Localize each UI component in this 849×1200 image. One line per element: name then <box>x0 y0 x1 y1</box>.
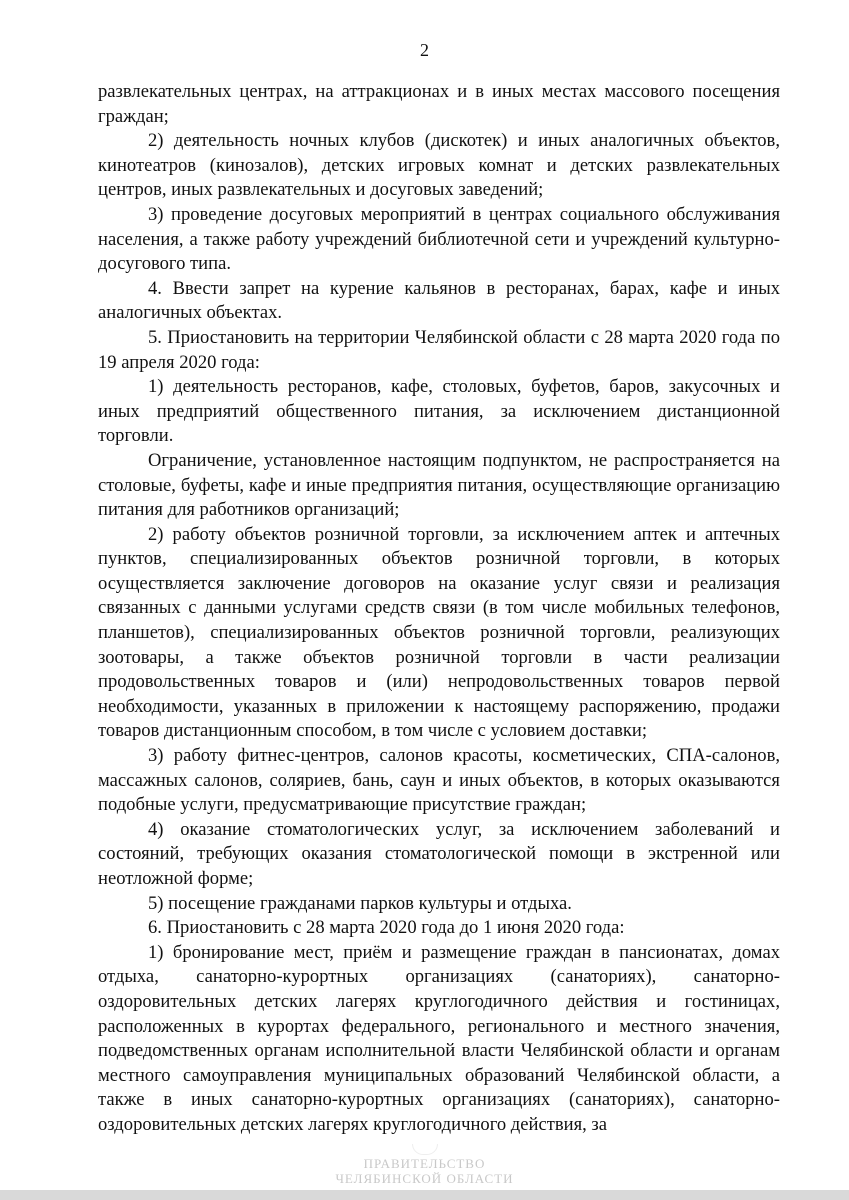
paragraph: 1) деятельность ресторанов, кафе, столовых, буфетов, баров, закусочных и иных предприятий общественного питания, за исключением дистанционной торговли. <box>98 376 780 447</box>
paragraph: 6. Приостановить с 28 марта 2020 года до 1 июня 2020 года: <box>148 917 625 939</box>
paragraph: 5) посещение гражданами парков культуры и отдыха. <box>148 892 572 914</box>
paragraph: 5. Приостановить на территории Челябинской области с 28 марта 2020 года по 19 апреля 2020 года: <box>98 326 780 373</box>
emblem-watermark-icon <box>412 1144 438 1155</box>
watermark-line-1: ПРАВИТЕЛЬСТВО <box>363 1156 486 1171</box>
paragraph: 3) работу фитнес-центров, салонов красоты, косметических, СПА-салонов, массажных салонов, соляриев, бань, саун и иных объектов, в которых оказываются подобные услуги, предусматривающие присутствие граждан; <box>98 745 780 816</box>
paragraph: Ограничение, установленное настоящим подпунктом, не распространяется на столовые, буфеты, кафе и иные предприятия питания, осуществляющие организацию питания для работников организаций; <box>98 449 780 521</box>
page-number: 2 <box>420 40 429 60</box>
paragraph: 1) бронирование мест, приём и размещение граждан в пансионатах, домах отдыха, санаторно-курортных организациях (санаториях), санаторно-оздоровительных детских лагерях круглогодичного действия и гостиницах, расположенных в курортах федерального, регионального и местного значения, подведомственных органам исполнительной власти Челябинской области и органам местного самоуправления муниципальных образований Челябинской области, а также в иных санаторно-курортных организациях (санаториях), санаторно-оздоровительных детских лагерях круглогодичного действия, за <box>98 941 780 1135</box>
paragraph: 4. Ввести запрет на курение кальянов в ресторанах, барах, кафе и иных аналогичных объектах. <box>98 277 780 324</box>
watermark <box>0 1156 849 1186</box>
paragraph: 2) деятельность ночных клубов (дискотек) и иных аналогичных объектов, кинотеатров (кинозалов), детских игровых комнат и детских развлекательных центров, иных развлекательных и досуговых заведений; <box>98 130 780 201</box>
paragraph: 3) проведение досуговых мероприятий в центрах социального обслуживания населения, а также работу учреждений библиотечной сети и учреждений культурно-досугового типа. <box>98 203 780 275</box>
scan-bottom-edge <box>0 1190 849 1200</box>
paragraph: 4) оказание стоматологических услуг, за исключением заболеваний и состояний, требующих оказания стоматологической помощи в экстренной или неотложной форме; <box>98 818 780 889</box>
document-body <box>98 80 780 1138</box>
paragraph: 2) работу объектов розничной торговли, за исключением аптек и аптечных пунктов, специализированных объектов розничной торговли, в которых осуществляется заключение договоров на оказание услуг связи и реализация связанных с данными услугами средств связи (в том числе мобильных телефонов, планшетов), специализированных объектов розничной торговли, реализующих зоотовары, а также объектов розничной торговли в части реализации продовольственных товаров и (или) непродовольственных товаров первой необходимости, указанных в приложении к настоящему распоряжению, продажи товаров дистанционным способом, в том числе с условием доставки; <box>98 523 780 742</box>
watermark-line-2: ЧЕЛЯБИНСКОЙ ОБЛАСТИ <box>335 1171 514 1186</box>
paragraph: развлекательных центрах, на аттракционах и в иных местах массового посещения граждан; <box>98 81 780 127</box>
